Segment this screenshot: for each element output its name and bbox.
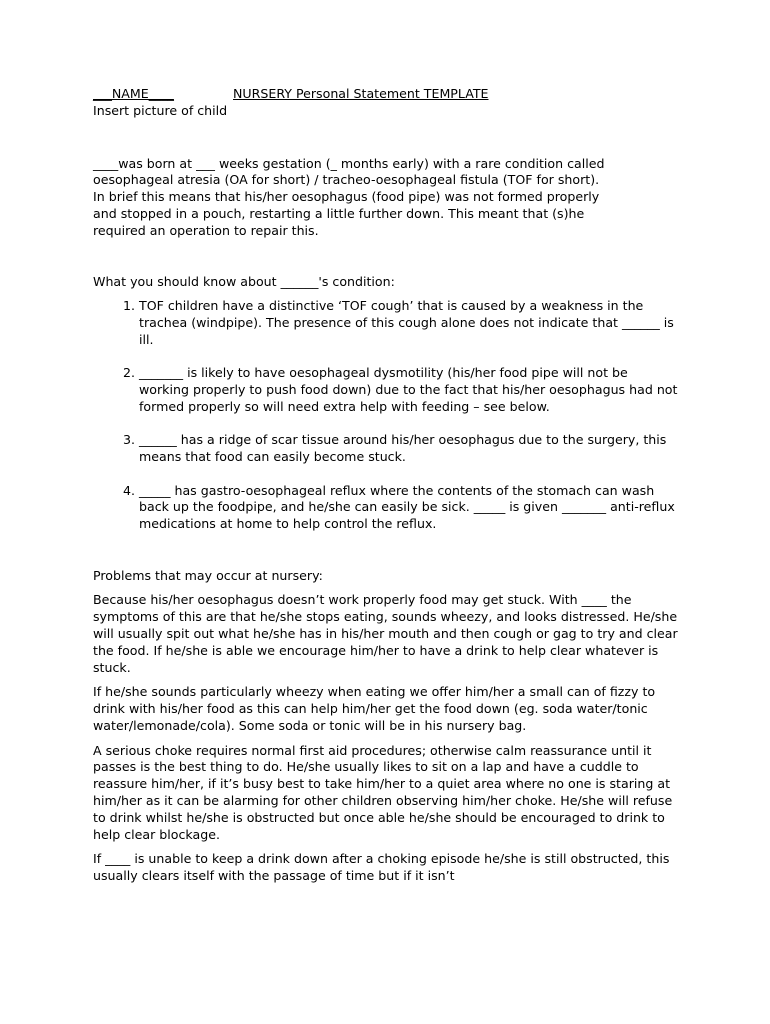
intro-line: ____was born at ___ weeks gestation (_ months early) with a rare condition called [93, 155, 605, 171]
intro-line: required an operation to repair this. [93, 222, 319, 238]
problem-paragraph-stuck-food: Because his/her oesophagus doesn’t work properly food may get stuck. With ____ the symptoms of this are that he/she stops eating, sounds wheezy, and looks distressed. He/she will usually spit out what he/she has in his/her mouth and then cough or gag to try and clear the food. If he/she is able we encourage him/her to have a drink to help clear whatever is stuck. [93, 592, 678, 675]
condition-list [93, 298, 679, 533]
intro-line: In brief this means that his/her oesophagus (food pipe) was not formed properly [93, 189, 600, 205]
condition-item-4: 4. _____ has gastro-oesophageal reflux where the contents of the stomach can wash back up the foodpipe, and he/she can easily be sick. _____ is given _______ anti-reflux medications at home to help control the reflux. [139, 483, 679, 533]
condition-heading: What you should know about ______'s condition: [93, 273, 395, 289]
condition-item-1: 1. TOF children have a distinctive ‘TOF cough’ that is caused by a weakness in the trachea (windpipe). The presence of this cough alone does not indicate that ______ is ill. [139, 298, 679, 348]
document-body [93, 86, 679, 893]
document-title: NURSERY Personal Statement TEMPLATE [233, 86, 489, 101]
name-field: ___NAME____ [93, 86, 174, 101]
intro-paragraph [93, 156, 679, 240]
problem-paragraph-serious-choke: A serious choke requires normal first aid procedures; otherwise calm reassurance until it passes is the best thing to do. He/she usually likes to sit on a lap and have a cuddle to reassure him/her, if it’s busy best to take him/her to a quiet area where no one is staring at him/her as it can be alarming for other children observing him/her choke. He/she will refuse to drink whilst he/she is obstructed but once able he/she should be encouraged to drink to help clear blockage. [93, 742, 673, 842]
problem-paragraph-wheezy: If he/she sounds particularly wheezy when eating we offer him/her a small can of fizzy to drink with his/her food as this can help him/her get the food down (eg. soda water/tonic water/lemonade/cola). Some soda or tonic will be in his nursery bag. [93, 684, 656, 733]
problems-heading: Problems that may occur at nursery: [93, 567, 323, 583]
picture-placeholder-note: Insert picture of child [93, 102, 228, 118]
condition-item-2: 2. _______ is likely to have oesophageal dysmotility (his/her food pipe will not be working properly to push food down) due to the fact that his/her oesophagus had not formed properly so will need extra help with feeding – see below. [139, 365, 679, 415]
intro-line: and stopped in a pouch, restarting a little further down. This meant that (s)he [93, 205, 585, 221]
condition-item-3: 3. ______ has a ridge of scar tissue around his/her oesophagus due to the surgery, this means that food can easily become stuck. [139, 432, 679, 466]
header-line [93, 86, 679, 103]
problem-paragraph-obstruction: If ____ is unable to keep a drink down after a choking episode he/she is still obstructed, this usually clears itself with the passage of time but if it isn’t [93, 851, 670, 884]
intro-line: oesophageal atresia (OA for short) / tracheo-oesophageal fistula (TOF for short). [93, 172, 600, 188]
